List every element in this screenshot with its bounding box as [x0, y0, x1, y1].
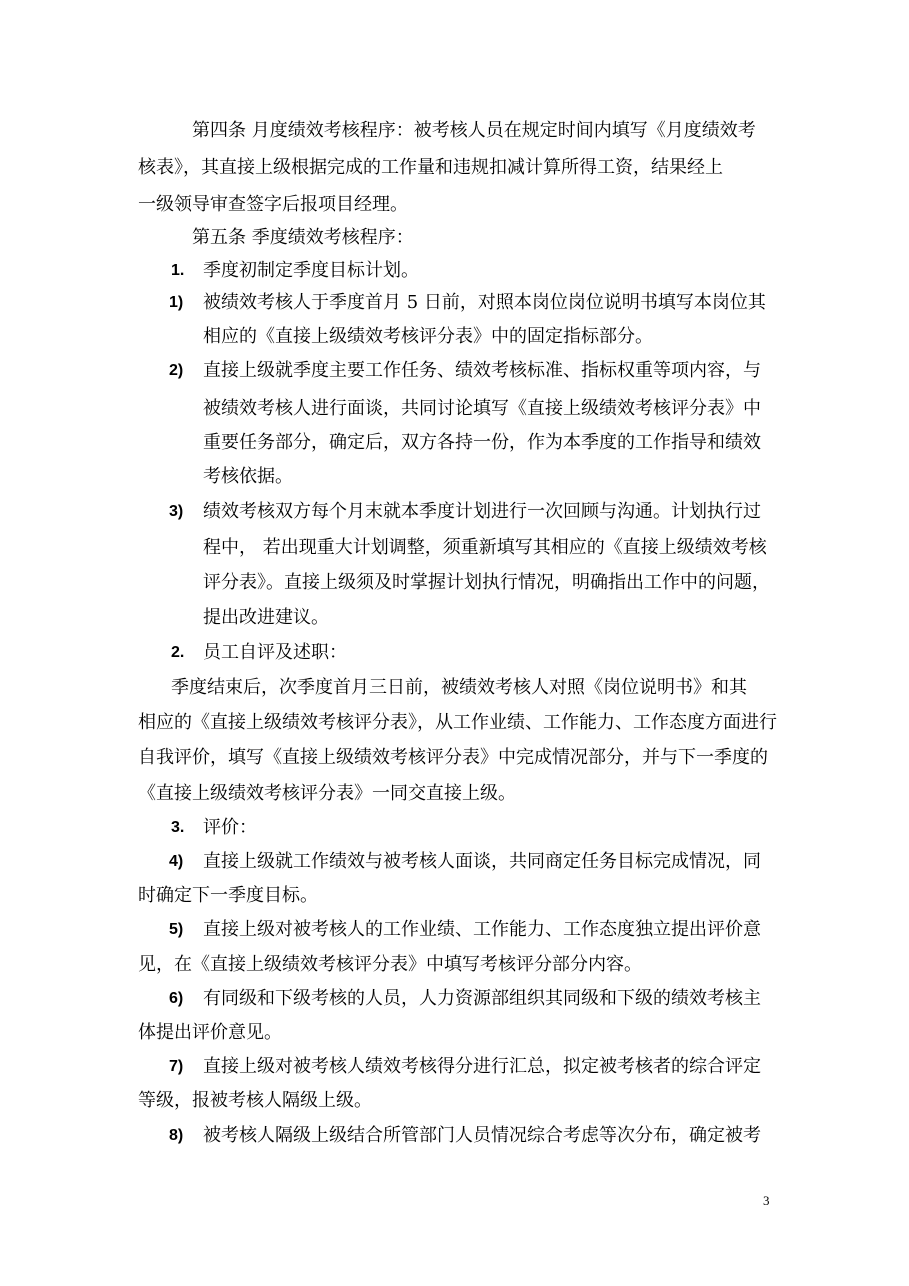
item-number: 4)	[169, 853, 184, 870]
text: 等级，报被考核人隔级上级。	[138, 1090, 372, 1111]
item-number: 3)	[169, 503, 184, 520]
text: 被绩效考核人于季度首月 5 日前，对照本岗位岗位说明书填写本岗位其	[203, 292, 766, 313]
text: 一级领导审查签字后报项目经理。	[138, 194, 408, 215]
text: 有同级和下级考核的人员，人力资源部组织其同级和下级的绩效考核主	[203, 988, 761, 1009]
text: 绩效考核双方每个月末就本季度计划进行一次回顾与沟通。计划执行过	[203, 501, 761, 522]
text: 第五条 季度绩效考核程序：	[192, 227, 414, 248]
text: 提出改进建议。	[203, 607, 329, 628]
text: 核表》，其直接上级根据完成的工作量和违规扣减计算所得工资，结果经上	[138, 157, 723, 178]
step-number: 3.	[171, 819, 185, 836]
text: 体提出评价意见。	[138, 1022, 282, 1043]
text: 见，在《直接上级绩效考核评分表》中填写考核评分部分内容。	[138, 954, 642, 975]
step-text: 员工自评及述职：	[203, 642, 347, 663]
text: 相应的《直接上级绩效考核评分表》中的固定指标部分。	[203, 326, 653, 347]
text: 被考核人隔级上级结合所管部门人员情况综合考虑等次分布，确定被考	[203, 1125, 761, 1146]
text: 被绩效考核人进行面谈，共同讨论填写《直接上级绩效考核评分表》中	[203, 398, 761, 419]
item-number: 7)	[169, 1058, 184, 1075]
text: 《直接上级绩效考核评分表》一同交直接上级。	[138, 783, 516, 804]
text: 时确定下一季度目标。	[138, 885, 318, 906]
item-number: 1)	[169, 294, 184, 311]
item-number: 5)	[169, 921, 184, 938]
item-number: 6)	[169, 990, 184, 1007]
text: 考核依据。	[203, 466, 293, 487]
page-number: 3	[763, 1193, 770, 1208]
text: 直接上级对被考核人绩效考核得分进行汇总，拟定被考核者的综合评定	[203, 1056, 761, 1077]
text: 直接上级对被考核人的工作业绩、工作能力、工作态度独立提出评价意	[203, 919, 761, 940]
step-text: 评价：	[203, 817, 257, 838]
text: 相应的《直接上级绩效考核评分表》，从工作业绩、工作能力、工作态度方面进行	[138, 712, 777, 733]
text: 程中， 若出现重大计划调整，须重新填写其相应的《直接上级绩效考核	[203, 537, 767, 558]
step-number: 2.	[171, 644, 185, 661]
text: 自我评价，填写《直接上级绩效考核评分表》中完成情况部分，并与下一季度的	[138, 747, 768, 768]
text: 直接上级就工作绩效与被考核人面谈，共同商定任务目标完成情况，同	[203, 851, 761, 872]
text: 评分表》。直接上级须及时掌握计划执行情况，明确指出工作中的问题，	[203, 572, 770, 593]
text: 重要任务部分，确定后，双方各持一份，作为本季度的工作指导和绩效	[203, 432, 761, 453]
text: 第四条 月度绩效考核程序：被考核人员在规定时间内填写《月度绩效考	[192, 120, 756, 141]
item-number: 2)	[169, 362, 184, 379]
step-text: 季度初制定季度目标计划。	[203, 260, 419, 281]
item-number: 8)	[169, 1127, 184, 1144]
text: 季度结束后，次季度首月三日前，被绩效考核人对照《岗位说明书》和其	[171, 677, 747, 698]
step-number: 1.	[171, 262, 185, 279]
text: 直接上级就季度主要工作任务、绩效考核标准、指标权重等项内容，与	[203, 360, 761, 381]
